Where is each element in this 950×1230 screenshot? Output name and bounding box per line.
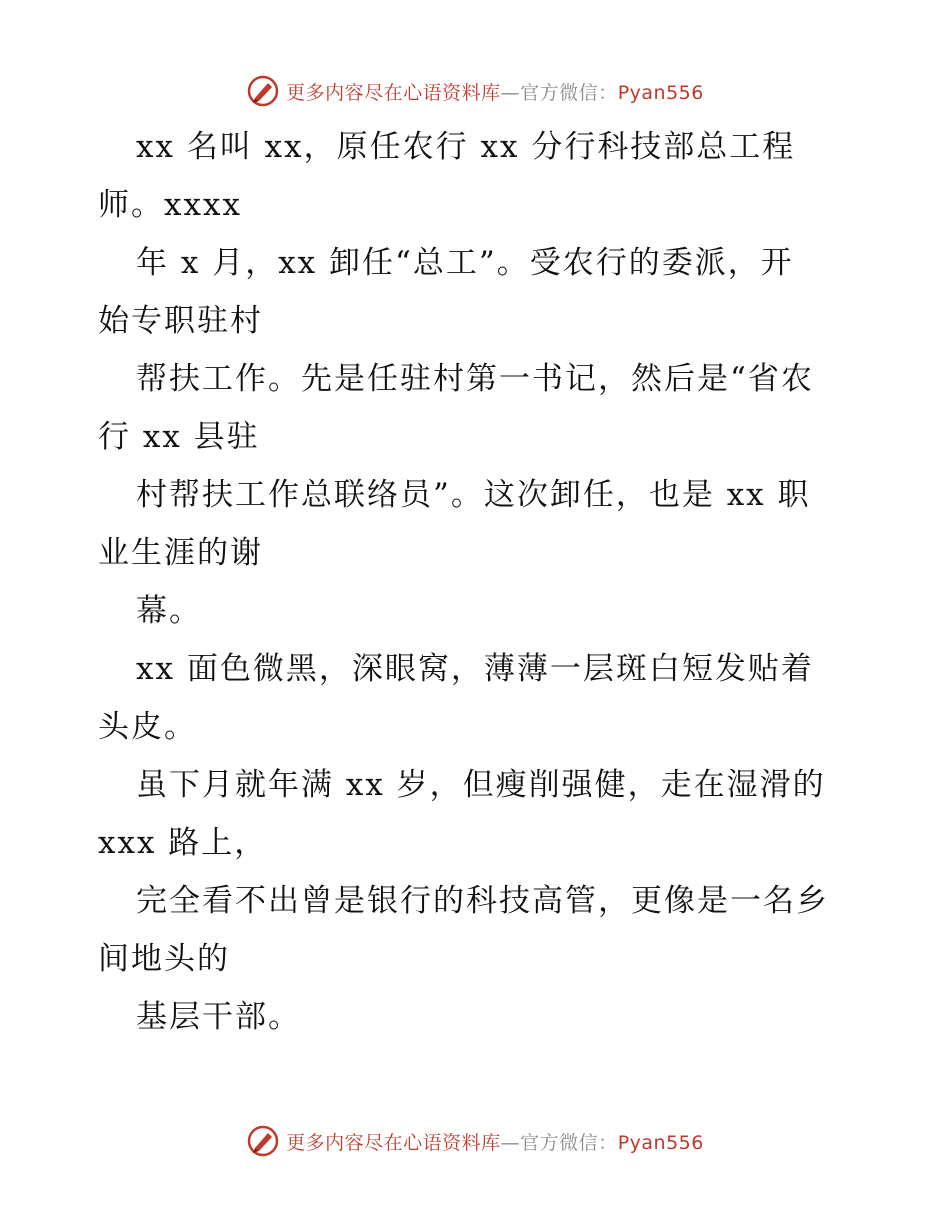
text-line: 虽下月就年满 xx 岁，但瘦削强健，走在湿滑的 bbox=[136, 767, 826, 803]
text-line: 行 xx 县驻 bbox=[98, 419, 260, 455]
text-line: 间地头的 bbox=[98, 941, 230, 977]
text-line: 基层干部。 bbox=[136, 999, 301, 1035]
text-line: 师。xxxx bbox=[98, 187, 242, 223]
document-body bbox=[98, 118, 868, 1046]
footer-watermark bbox=[0, 1124, 950, 1158]
header-watermark bbox=[0, 74, 950, 108]
text-line: 年 x 月，xx 卸任“总工”。受农行的委派，开 bbox=[136, 245, 794, 281]
watermark-text: 更多内容尽在心语资料库—官方微信：Pyan556 bbox=[286, 1131, 704, 1154]
text-line: 业生涯的谢 bbox=[98, 535, 263, 571]
pen-logo-icon bbox=[246, 1124, 280, 1158]
text-line: xxx 路上， bbox=[98, 825, 268, 861]
watermark-text: 更多内容尽在心语资料库—官方微信：Pyan556 bbox=[286, 81, 704, 104]
text-line: 帮扶工作。先是任驻村第一书记，然后是“省农 bbox=[136, 361, 814, 397]
text-line: xx 名叫 xx，原任农行 xx 分行科技部总工程 bbox=[136, 129, 796, 165]
text-line: 完全看不出曾是银行的科技高管，更像是一名乡 bbox=[136, 883, 829, 919]
pen-logo-icon bbox=[246, 74, 280, 108]
text-line: 村帮扶工作总联络员”。这次卸任，也是 xx 职 bbox=[136, 477, 811, 513]
text-line: xx 面色微黑，深眼窝，薄薄一层斑白短发贴着 bbox=[136, 651, 814, 687]
text-line: 幕。 bbox=[136, 593, 202, 629]
text-line: 始专职驻村 bbox=[98, 303, 263, 339]
text-line: 头皮。 bbox=[98, 709, 197, 745]
